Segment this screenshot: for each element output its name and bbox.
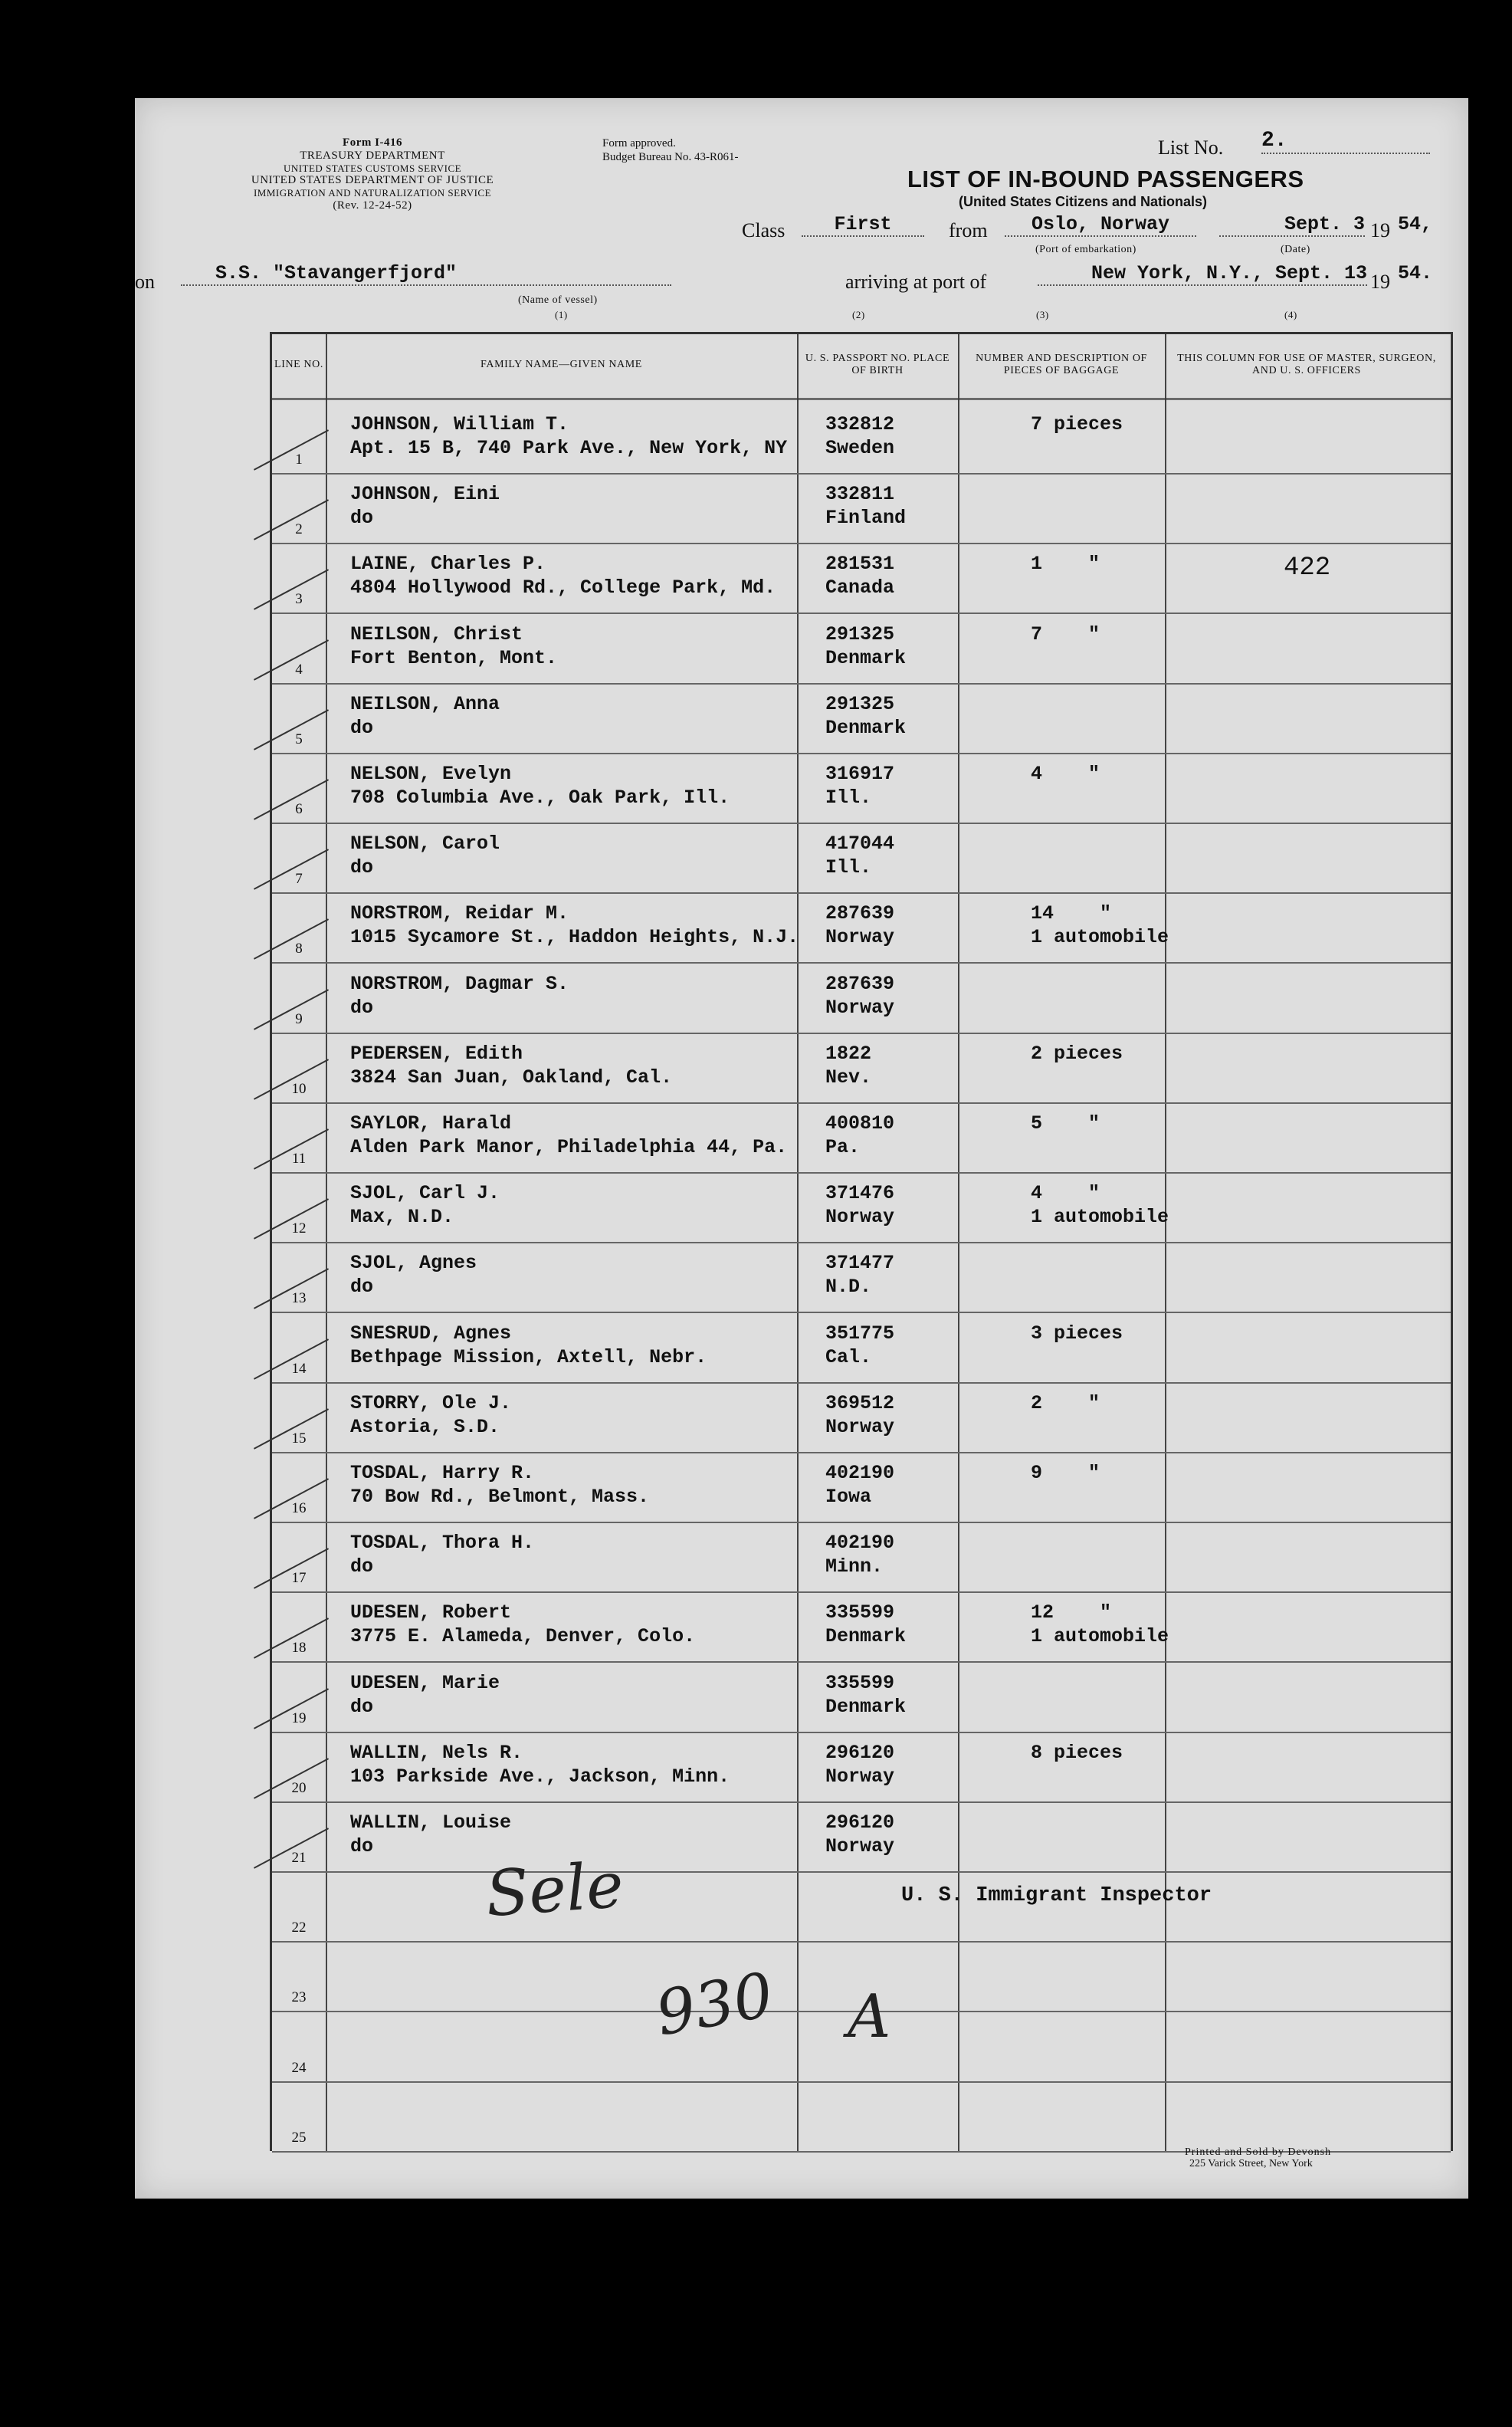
list-no-value: 2. (1261, 129, 1430, 154)
budget-bureau: Budget Bureau No. 43-R061- (602, 151, 739, 163)
passport-number: 371476 (825, 1182, 895, 1205)
table-row (272, 1591, 1451, 1663)
header-line-no: LINE NO. (274, 358, 323, 370)
address-line: 4804 Hollywood Rd., College Park, Md. (350, 576, 776, 599)
address-line: do (350, 1695, 374, 1718)
baggage-description: 4 " 1 automobile (1031, 1182, 1169, 1229)
customs-service: UNITED STATES CUSTOMS SERVICE (283, 162, 462, 174)
place-of-birth: Canada (825, 576, 895, 599)
class-label: Class (742, 219, 786, 241)
approval-block (602, 136, 738, 164)
family-given-name: NELSON, Carol (350, 833, 500, 856)
table-row (272, 1312, 1451, 1384)
table-row (272, 473, 1451, 544)
table-row (272, 1382, 1451, 1453)
line-number: 24 (291, 2059, 307, 2076)
passport-number: 332811 (825, 483, 895, 506)
handwritten-letter: A (848, 1982, 891, 2051)
line-number: 8 (295, 941, 303, 957)
place-of-birth: Denmark (825, 716, 907, 739)
header-passport: U. S. PASSPORT NO. PLACE OF BIRTH (805, 352, 950, 376)
baggage-description: 12 " 1 automobile (1031, 1601, 1169, 1648)
line-number: 5 (295, 731, 303, 747)
passport-number: 400810 (825, 1112, 895, 1135)
year-suffix-2: 54. (1398, 262, 1433, 284)
family-given-name: JOHNSON, Eini (350, 483, 500, 506)
justice-dept: UNITED STATES DEPARTMENT OF JUSTICE (251, 174, 494, 187)
address-line: Astoria, S.D. (350, 1415, 500, 1438)
address-line: Bethpage Mission, Axtell, Nebr. (350, 1345, 707, 1368)
family-given-name: WALLIN, Nels R. (350, 1741, 523, 1764)
table-row (272, 1732, 1451, 1803)
baggage-description: 9 " (1031, 1462, 1100, 1484)
address-line: Apt. 15 B, 740 Park Ave., New York, NY (350, 437, 788, 459)
place-of-birth: N.D. (825, 1276, 872, 1299)
family-given-name: NEILSON, Anna (350, 692, 500, 715)
page-subtitle: (United States Citizens and Nationals) (959, 194, 1208, 209)
place-of-birth: Norway (825, 1415, 895, 1438)
address-line: 3824 San Juan, Oakland, Cal. (350, 1066, 673, 1089)
address-line: Max, N.D. (350, 1206, 454, 1229)
address-line: 3775 E. Alameda, Denver, Colo. (350, 1625, 696, 1648)
baggage-description: 4 " (1031, 763, 1100, 785)
vessel-caption: (Name of vessel) (518, 294, 598, 306)
family-given-name: NORSTROM, Reidar M. (350, 902, 569, 925)
table-row (272, 1033, 1451, 1104)
line-number: 22 (291, 1920, 307, 1936)
line-number: 10 (291, 1080, 307, 1097)
baggage-description: 3 pieces (1031, 1322, 1123, 1345)
treasury-dept: TREASURY DEPARTMENT (300, 149, 445, 163)
baggage-description: 5 " (1031, 1112, 1100, 1135)
family-given-name: WALLIN, Louise (350, 1811, 512, 1834)
printer-imprint (1185, 2146, 1331, 2170)
year-prefix-2: 19 (1370, 271, 1390, 293)
table-row (272, 1452, 1451, 1523)
place-of-birth: Nev. (825, 1066, 872, 1089)
passport-number: 281531 (825, 553, 895, 576)
col-3-label: (3) (1036, 309, 1049, 320)
line-number: 6 (295, 801, 303, 817)
col-1-label: (1) (555, 309, 568, 320)
baggage-description: 7 " (1031, 622, 1100, 645)
passenger-table (270, 332, 1453, 2151)
header-baggage: NUMBER AND DESCRIPTION OF PIECES OF BAGGAGE (976, 352, 1147, 376)
address-line: 103 Parkside Ave., Jackson, Minn. (350, 1765, 730, 1788)
family-given-name: STORRY, Ole J. (350, 1391, 512, 1414)
address-line: do (350, 856, 374, 879)
address-line: do (350, 1835, 374, 1857)
place-of-birth: Sweden (825, 437, 895, 459)
place-of-birth: Norway (825, 1835, 895, 1857)
place-of-birth: Norway (825, 1765, 895, 1788)
place-of-birth: Finland (825, 507, 907, 530)
passport-number: 287639 (825, 902, 895, 925)
from-value: Oslo, Norway (1005, 213, 1196, 237)
line-number: 15 (291, 1430, 307, 1447)
port-embark-caption: (Port of embarkation) (1035, 244, 1136, 255)
table-row (272, 1662, 1451, 1733)
address-line: Fort Benton, Mont. (350, 646, 558, 669)
year-prefix-1: 19 (1370, 219, 1390, 241)
place-of-birth: Norway (825, 1206, 895, 1229)
place-of-birth: Iowa (825, 1486, 872, 1508)
line-number: 16 (291, 1500, 307, 1516)
family-given-name: TOSDAL, Harry R. (350, 1462, 535, 1484)
place-of-birth: Cal. (825, 1345, 872, 1368)
header-rule (272, 398, 1451, 400)
family-given-name: SJOL, Agnes (350, 1252, 477, 1275)
line-number: 18 (291, 1640, 307, 1657)
line-number: 12 (291, 1220, 307, 1237)
family-given-name: SJOL, Carl J. (350, 1182, 500, 1205)
address-line: do (350, 1555, 374, 1578)
baggage-description: 2 " (1031, 1391, 1100, 1414)
line-number: 19 (291, 1709, 307, 1726)
passport-number: 332812 (825, 413, 895, 435)
baggage-description: 7 pieces (1031, 413, 1123, 435)
table-row (272, 1871, 1451, 1943)
line-number: 7 (295, 871, 303, 888)
line-number: 9 (295, 1010, 303, 1027)
family-given-name: NORSTROM, Dagmar S. (350, 972, 569, 995)
revision-date: (Rev. 12-24-52) (333, 199, 412, 212)
passport-number: 417044 (825, 833, 895, 856)
passport-number: 291325 (825, 622, 895, 645)
printer-line-1: Printed and Sold by Devonsh (1185, 2146, 1332, 2158)
line-number: 20 (291, 1779, 307, 1796)
place-of-birth: Ill. (825, 856, 872, 879)
ins-service: IMMIGRATION AND NATURALIZATION SERVICE (253, 186, 492, 199)
passport-number: 351775 (825, 1322, 895, 1345)
from-label: from (949, 219, 988, 241)
handwritten-signature: Sele (483, 1848, 626, 1932)
table-row (272, 963, 1451, 1034)
date-caption: (Date) (1281, 244, 1310, 255)
passport-number: 335599 (825, 1601, 895, 1624)
baggage-description: 14 " 1 automobile (1031, 902, 1169, 949)
manifest-page (135, 98, 1468, 2199)
vessel-name: S.S. "Stavangerfjord" (181, 262, 671, 286)
passport-number: 287639 (825, 972, 895, 995)
passport-number: 402190 (825, 1462, 895, 1484)
table-body (272, 403, 1451, 2151)
place-of-birth: Ill. (825, 787, 872, 809)
line-number: 17 (291, 1570, 307, 1587)
place-of-birth: Denmark (825, 646, 907, 669)
list-no-text: List No. (1158, 136, 1224, 159)
passport-number: 402190 (825, 1532, 895, 1555)
line-number: 3 (295, 591, 303, 608)
departure-date: Sept. 3 (1219, 213, 1365, 237)
officer-note: 422 (1284, 553, 1331, 583)
address-line: Alden Park Manor, Philadelphia 44, Pa. (350, 1136, 788, 1158)
header-officers: THIS COLUMN FOR USE OF MASTER, SURGEON, AND U. S. OFFICERS (1177, 352, 1436, 376)
header-name: FAMILY NAME—GIVEN NAME (480, 358, 642, 370)
line-number: 23 (291, 1989, 307, 2006)
address-line: do (350, 507, 374, 530)
line-number: 11 (291, 1151, 307, 1167)
col-2-label: (2) (852, 309, 865, 320)
line-number: 1 (295, 452, 303, 468)
address-line: 70 Bow Rd., Belmont, Mass. (350, 1486, 650, 1508)
passport-number: 296120 (825, 1741, 895, 1764)
table-row (272, 1522, 1451, 1593)
place-of-birth: Minn. (825, 1555, 884, 1578)
class-value: First (802, 213, 924, 237)
table-row (272, 1242, 1451, 1313)
table-row (272, 1801, 1451, 1873)
passport-number: 296120 (825, 1811, 895, 1834)
address-line: 1015 Sycamore St., Haddon Heights, N.J. (350, 926, 799, 949)
handwritten-number: 930 (651, 1959, 779, 2050)
baggage-description: 2 pieces (1031, 1042, 1123, 1065)
address-line: do (350, 1276, 374, 1299)
list-no-label (1158, 136, 1223, 159)
form-number: Form I-416 (343, 136, 402, 149)
family-given-name: LAINE, Charles P. (350, 553, 546, 576)
place-of-birth: Denmark (825, 1695, 907, 1718)
family-given-name: JOHNSON, William T. (350, 413, 569, 435)
arrival-port-date: New York, N.Y., Sept. 13 (1038, 262, 1367, 286)
family-given-name: TOSDAL, Thora H. (350, 1532, 535, 1555)
family-given-name: PEDERSEN, Edith (350, 1042, 523, 1065)
family-given-name: NELSON, Evelyn (350, 763, 512, 785)
passport-number: 371477 (825, 1252, 895, 1275)
family-given-name: UDESEN, Marie (350, 1671, 500, 1694)
table-row (272, 1172, 1451, 1243)
page-title: LIST OF IN-BOUND PASSENGERS (907, 166, 1304, 192)
table-row (272, 683, 1451, 754)
address-line: do (350, 996, 374, 1019)
passport-number: 291325 (825, 692, 895, 715)
on-label: on (135, 271, 155, 293)
table-row (272, 1102, 1451, 1174)
place-of-birth: Denmark (825, 1625, 907, 1648)
year-suffix-1: 54, (1398, 213, 1433, 235)
form-agency-block (219, 136, 526, 212)
place-of-birth: Pa. (825, 1136, 861, 1158)
line-number: 25 (291, 2129, 307, 2146)
table-row (272, 613, 1451, 685)
family-given-name: SAYLOR, Harald (350, 1112, 512, 1135)
line-number: 14 (291, 1360, 307, 1377)
line-number: 2 (295, 521, 303, 538)
table-row (272, 543, 1451, 614)
form-approved: Form approved. (602, 137, 676, 149)
baggage-description: 8 pieces (1031, 1741, 1123, 1764)
table-row (272, 2081, 1451, 2153)
table-row (272, 753, 1451, 824)
passport-number: 369512 (825, 1391, 895, 1414)
address-line: do (350, 716, 374, 739)
family-given-name: NEILSON, Christ (350, 622, 523, 645)
place-of-birth: Norway (825, 926, 895, 949)
passport-number: 316917 (825, 763, 895, 785)
passport-number: 335599 (825, 1671, 895, 1694)
family-given-name: UDESEN, Robert (350, 1601, 512, 1624)
table-row (272, 892, 1451, 964)
family-given-name: SNESRUD, Agnes (350, 1322, 512, 1345)
line-number: 21 (291, 1850, 307, 1866)
table-row (272, 823, 1451, 894)
passport-number: 1822 (825, 1042, 872, 1065)
address-line: 708 Columbia Ave., Oak Park, Ill. (350, 787, 730, 809)
printer-line-2: 225 Varick Street, New York (1189, 2158, 1313, 2170)
col-4-label: (4) (1284, 309, 1297, 320)
place-of-birth: Norway (825, 996, 895, 1019)
arriving-label: arriving at port of (845, 271, 987, 293)
baggage-description: 1 " (1031, 553, 1100, 576)
table-row (272, 403, 1451, 475)
line-number: 13 (291, 1290, 307, 1307)
line-number: 4 (295, 661, 303, 678)
inspector-label: U. S. Immigrant Inspector (901, 1884, 1212, 1907)
